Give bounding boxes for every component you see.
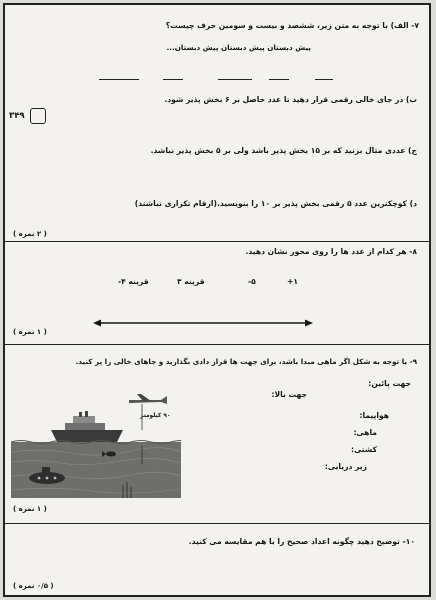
ship-icon — [51, 411, 123, 442]
q8-label: ۸- هر کدام از عدد ها را روی محور نشان دهید. — [245, 247, 417, 256]
q8-score: ( ۱ نمره ) — [13, 328, 47, 336]
section-divider — [5, 523, 429, 524]
q8-item: قرینه ۴- — [118, 277, 149, 286]
q7-b-label: ب) در جای خالی رقمی قرار دهید تا عدد حاصل بر ۶ بخش پذیر شود. — [164, 95, 417, 104]
q7-d-label: د) کوچکترین عدد ۵ رقمی بخش پذیر بر ۱۰ را بنویسید.(ارقام تکراری نباشند) — [134, 199, 417, 208]
q7-b-number: ۳۴۹ — [9, 111, 25, 121]
q9-airplane-label: هواپیما: — [359, 411, 389, 420]
number-line-right-arrow — [305, 320, 313, 327]
q7-score: ( ۲ نمره ) — [13, 230, 47, 238]
q7-a-label: ۷- الف) با توجه به متن زیر، ششصد و بیست و سومین حرف چیست؟ — [165, 21, 419, 30]
airplane-icon — [129, 394, 167, 404]
q10-label: ۱۰- توضیح دهید چگونه اعداد صحیح را با هم مقایسه می کنید. — [188, 537, 415, 546]
answer-blank — [99, 79, 139, 80]
q9-submarine-label: زیر دریایی: — [324, 462, 367, 471]
q9-up-direction: جهت بالا: — [271, 390, 307, 399]
q8-item: -۵ — [248, 277, 256, 286]
q8-item: +۱ — [287, 277, 298, 286]
exam-page — [3, 3, 431, 597]
q8-item: قرینه ۳ — [177, 277, 205, 286]
answer-blank — [218, 79, 252, 80]
figure-distance-label: ۹۰ کیلومتر — [140, 413, 171, 419]
number-line — [93, 317, 313, 329]
q9-label: ۹- با توجه به شکل اگر ماهی مبدا باشد، برای جهت ها قرار دادی بگذارید و جاهای خالی را پر کنید. — [75, 357, 417, 366]
section-divider — [5, 241, 429, 242]
digit-answer-box[interactable] — [30, 108, 46, 124]
section-divider — [5, 344, 429, 345]
q10-score: ( ۰/۵ نمره ) — [13, 582, 54, 590]
q9-score: ( ۱ نمره ) — [13, 505, 47, 513]
answer-blank — [163, 79, 183, 80]
q7-c-label: ج) عددی مثال بزنید که بر ۱۵ بخش پذیر باشد ولی بر ۵ بخش پذیر نباشد. — [150, 146, 417, 155]
number-line-left-arrow — [93, 320, 101, 327]
q9-fish-label: ماهی: — [353, 428, 377, 437]
sea-scene-illustration — [11, 390, 181, 498]
q9-down-direction: جهت پائین: — [368, 379, 411, 388]
q9-ship-label: کشتی: — [351, 445, 377, 454]
answer-blank — [269, 79, 289, 80]
answer-blank — [315, 79, 333, 80]
q7-a-text: پیش دبستان پیش دبستان پیش دبستان... — [166, 43, 311, 52]
